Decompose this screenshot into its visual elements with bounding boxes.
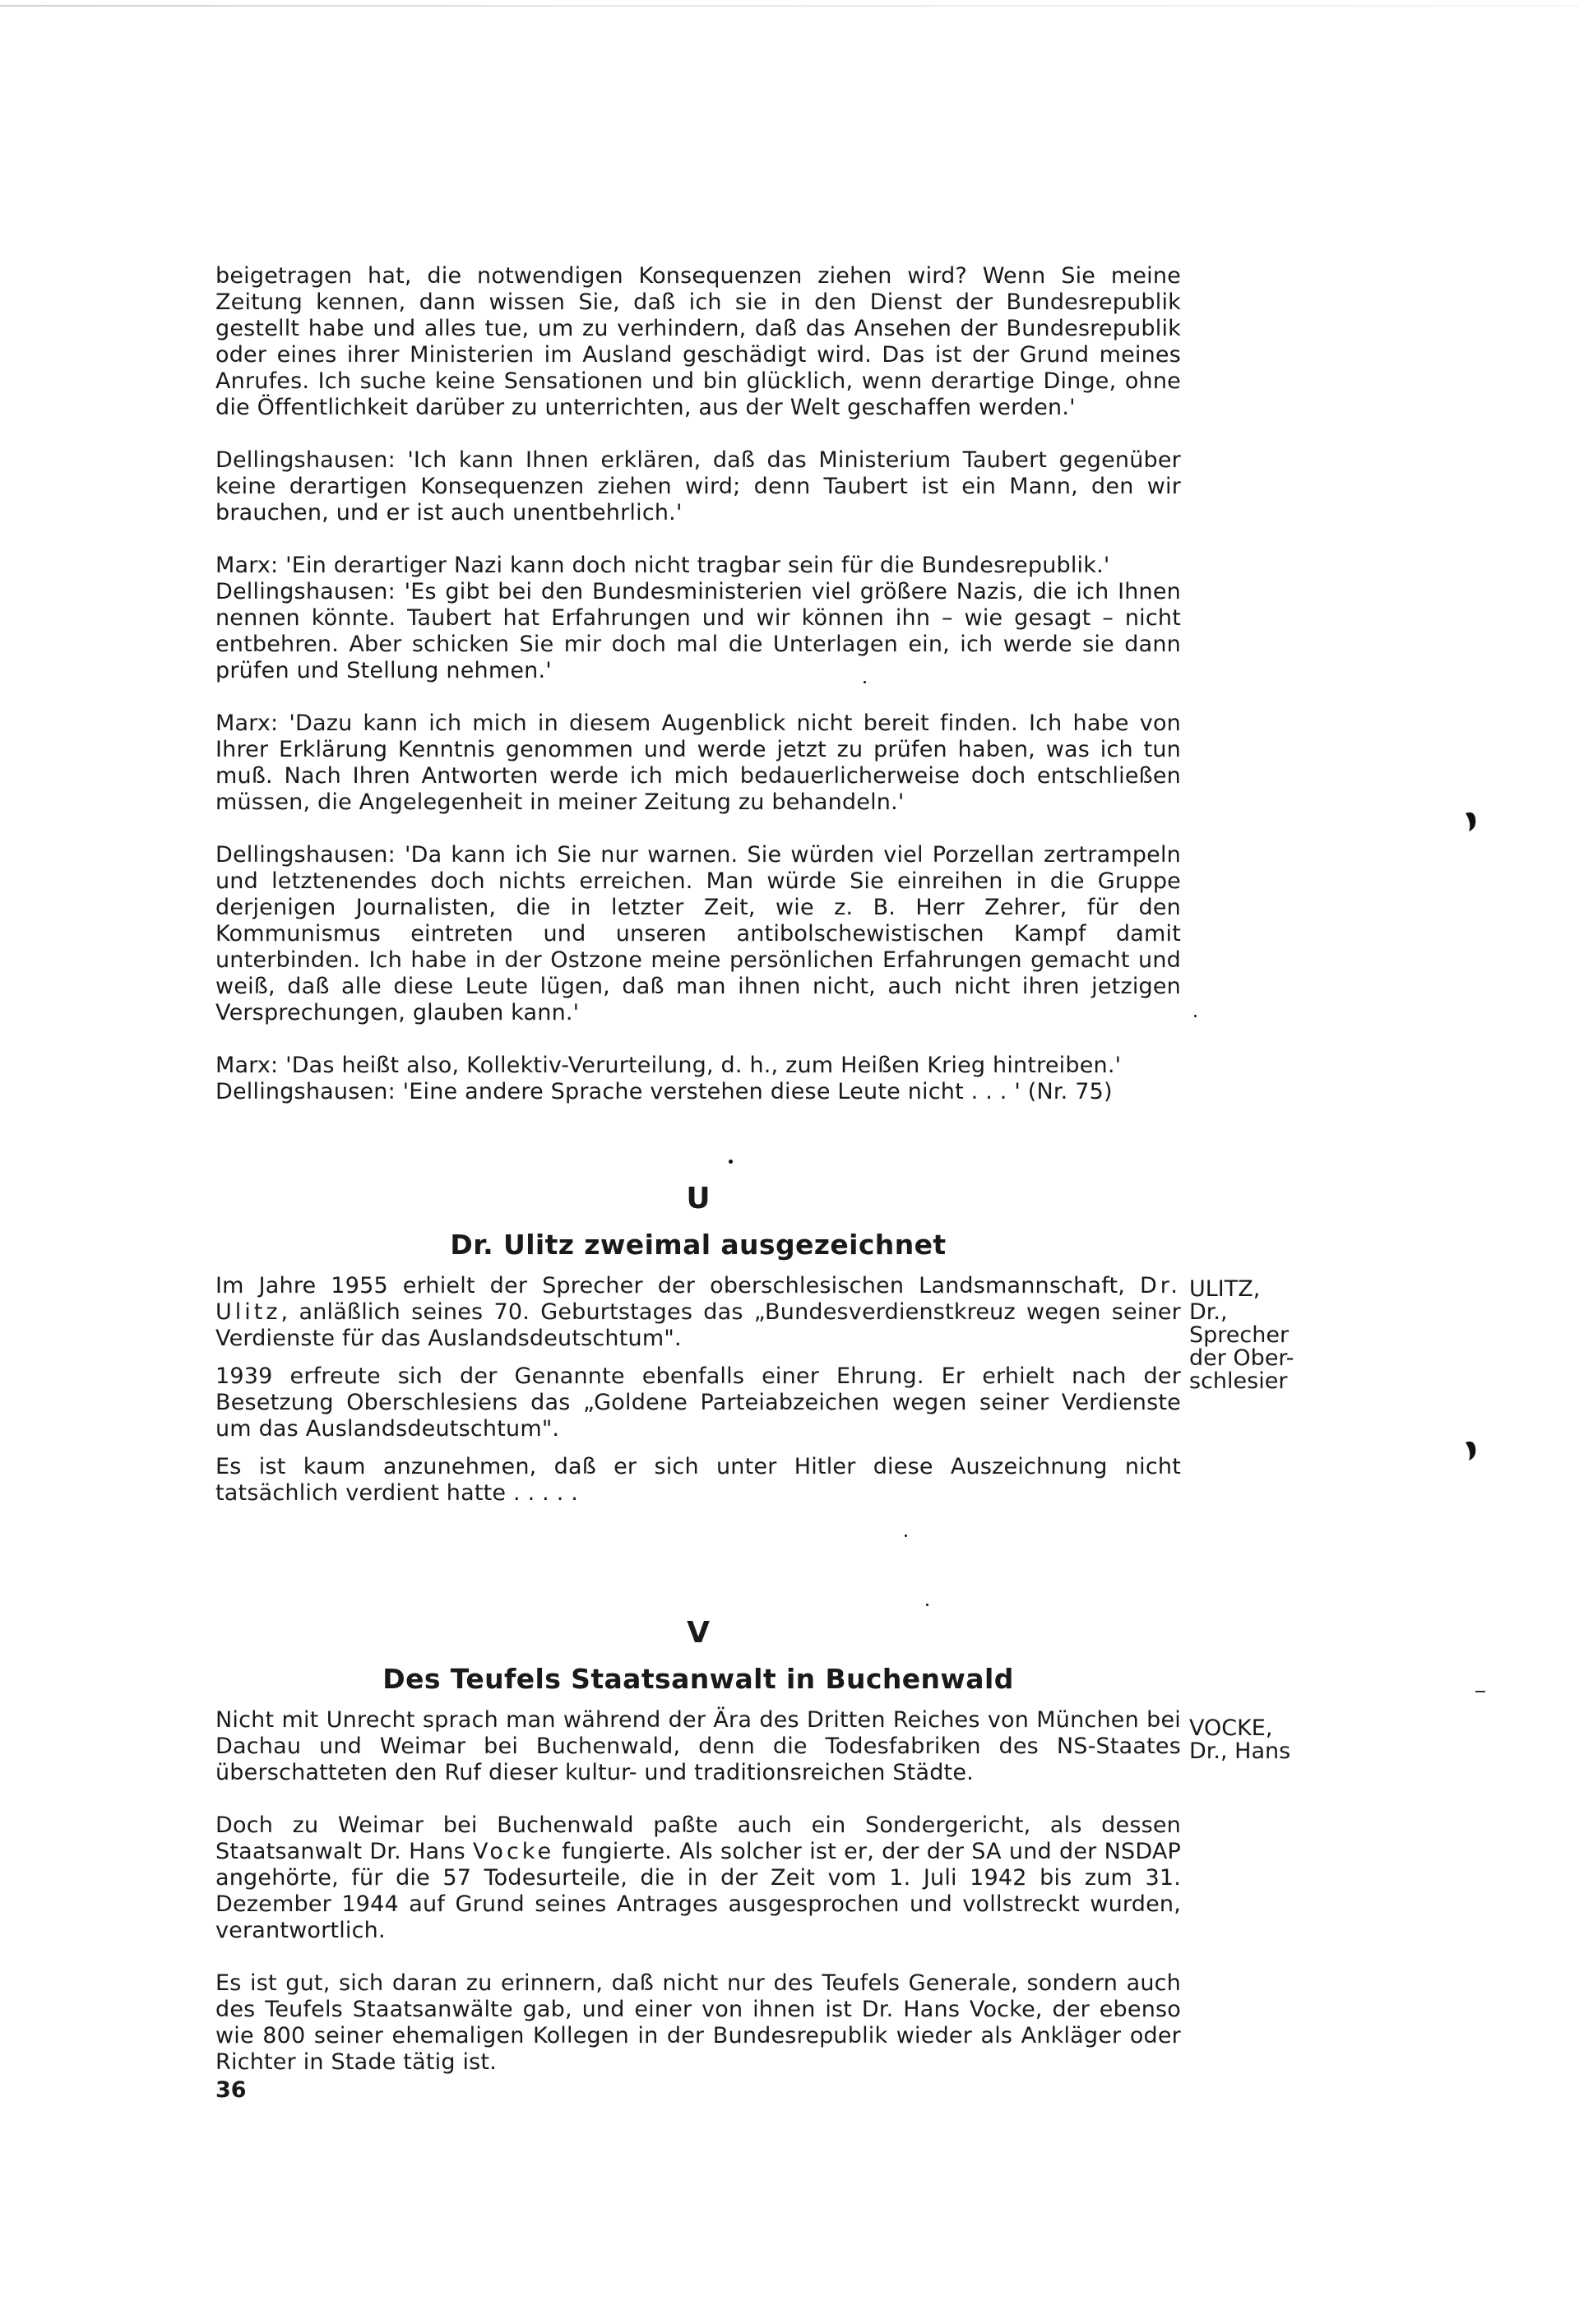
dialogue-paragraph: Dellingshausen: 'Ich kann Ihnen erklären, daß das Ministerium Taubert gegenüber keine derartigen Konsequenzen ziehen wird; denn Taubert ist ein Mann, den wir brauchen, und er ist auch unentbehrlich.' [215,447,1181,525]
scan-edge-line [0,5,1579,7]
section-title-v: Des Teufels Staatsanwalt in Buchenwald [382,1663,1014,1695]
section-u-paragraph [215,1273,1181,1352]
section-title-u: Dr. Ulitz zweimal ausgezeichnet [450,1229,947,1261]
dialogue-paragraph: Dellingshausen: 'Eine andere Sprache verstehen diese Leute nicht . . . ' (Nr. 75) [215,1079,1113,1104]
section-v-paragraph: Nicht mit Unrecht sprach man während der Ära des Dritten Reiches von München bei Dachau und Weimar bei Buchenwald, denn die Todesfabriken des NS-Staates überschatteten den Ruf dieser kultur- und traditionsreichen Städte. [215,1707,1181,1785]
dialogue-paragraph: beigetragen hat, die notwendigen Konsequenzen ziehen wird? Wenn Sie meine Zeitung kennen, dann wissen Sie, daß ich sie in den Dienst der Bundesrepublik gestellt habe und alles tue, um zu verhindern, daß das Ansehen der Bundesrepublik oder eines ihrer Ministerien im Ausland geschädigt wird. Das ist der Grund meines Anrufes. Ich suche keine Sensationen und bin glücklich, wenn derartige Dinge, ohne die Öffentlichkeit darüber zu unterrichten, aus der Welt geschaffen werden.' [215,263,1181,420]
scan-speck [905,1535,907,1537]
text-run: Im Jahre 1955 erhielt der Sprecher der oberschlesischen Landsmannschaft, [215,1273,1140,1299]
margin-line: Sprecher [1189,1322,1290,1348]
margin-note-vocke [1189,1717,1337,1763]
dialogue-block [215,263,1181,1105]
text-run: Doch zu Weimar bei Buchenwald paßte auch ein Sondergericht, als dessen Staatsanwalt Dr. Hans [215,1812,1181,1864]
section-v-paragraph: Es ist gut, sich daran zu erinnern, daß nicht nur des Teufels Generale, sondern auch des Teufels Staatsanwälte gab, und einer von ihnen ist Dr. Hans Vocke, der ebenso wie 800 seiner ehemaligen Kollegen in der Bundesrepublik wieder als Ankläger oder Richter in Stade tätig ist. [215,1970,1181,2075]
section-v-body [215,1707,1181,2102]
margin-line: schlesier [1189,1368,1288,1394]
scan-speck [1194,1015,1197,1017]
spaced-name: Vocke [473,1839,555,1864]
spaced-name: Dr. Ulitz [215,1273,1181,1325]
dialogue-paragraph: Marx: 'Dazu kann ich mich in diesem Augenblick nicht bereit finden. Ich habe von Ihrer Erklärung Kenntnis genommen und werde jetzt zu prüfen haben, was ich tun muß. Nach Ihren Antworten werde ich mich bedauerlicherweise doch entschließen müssen, die Angelegenheit in meiner Zeitung zu behandeln.' [215,711,1181,815]
margin-line: Dr., [1189,1299,1228,1325]
page-number: 36 [215,2077,247,2103]
punch-hole-mark [1462,810,1480,833]
text-run: fungierte. Als solcher ist er, der der SA und der NSDAP angehörte, für die 57 Todesurteile, die in der Zeit vom 1. Juli 1942 bis zum 31. Dezember 1944 auf Grund seines Antrages ausgesprochen und vollstreckt wurden, verantwortlich. [215,1839,1181,1943]
punch-hole-mark [1462,1439,1480,1462]
section-letter-u: U [686,1182,711,1215]
margin-note-ulitz [1189,1278,1337,1393]
margin-line: ULITZ, [1189,1276,1261,1302]
dialogue-paragraph: Marx: 'Ein derartiger Nazi kann doch nicht tragbar sein für die Bundesrepublik.' [215,553,1110,578]
section-u-paragraph: 1939 erfreute sich der Genannte ebenfalls einer Ehrung. Er erhielt nach der Besetzung Oberschlesiens das „Goldene Parteiabzeichen wegen seiner Verdienste um das Auslandsdeutschtum". [215,1363,1181,1442]
scan-speck [926,1604,928,1606]
scan-speck [864,681,866,683]
dialogue-paragraph: Dellingshausen: 'Es gibt bei den Bundesministerien viel größere Nazis, die ich Ihnen nennen könnte. Taubert hat Erfahrungen und wir können ihn – wie gesagt – nicht entbehren. Aber schicken Sie mir doch mal die Unterlagen ein, ich werde sie dann prüfen und Stellung nehmen.' [215,579,1181,683]
dialogue-paragraph: Marx: 'Das heißt also, Kollektiv-Verurteilung, d. h., zum Heißen Krieg hintreiben.' [215,1053,1122,1078]
margin-line: der Ober- [1189,1345,1294,1371]
text-run: , anläßlich seines 70. Geburtstages das „Bundesverdienstkreuz wegen seiner Verdienste für das Auslandsdeutschtum". [215,1299,1181,1351]
section-u-body [215,1273,1181,1533]
margin-line: VOCKE, [1189,1715,1273,1741]
dialogue-paragraph: Dellingshausen: 'Da kann ich Sie nur warnen. Sie würden viel Porzellan zertrampeln und letztenendes doch nichts erreichen. Man würde Sie einreihen in die Gruppe derjenigen Journalisten, die in letzter Zeit, wie z. B. Herr Zehrer, für den Kommunismus eintreten und unseren antibolschewistischen Kampf damit unterbinden. Ich habe in der Ostzone meine persönlichen Erfahrungen gemacht und weiß, daß alle diese Leute lügen, daß man ihnen nicht, auch nicht ihren jetzigen Versprechungen, glauben kann.' [215,842,1181,1025]
scan-speck [1475,1691,1485,1692]
section-v-paragraph [215,1812,1181,1944]
margin-line: Dr., Hans [1189,1738,1291,1764]
section-u-paragraph: Es ist kaum anzunehmen, daß er sich unter Hitler diese Auszeichnung nicht tatsächlich verdient hatte . . . . . [215,1454,1181,1506]
scan-speck [729,1160,733,1164]
section-letter-v: V [687,1616,710,1650]
